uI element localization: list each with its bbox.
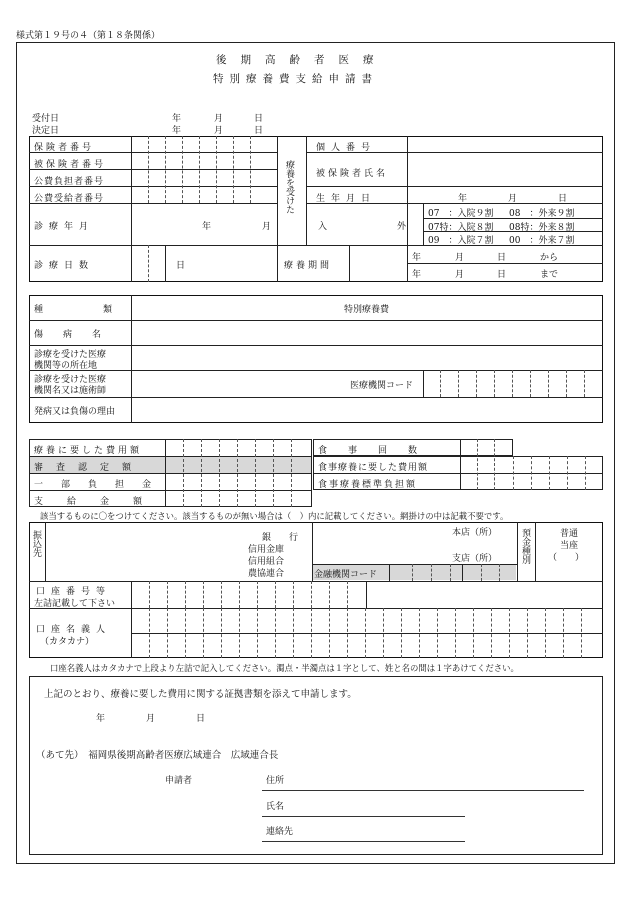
form-number: 様式第１９号の４（第１８条関係）	[16, 31, 161, 41]
furikomi-label: 振込先	[31, 530, 41, 557]
ginko-label: 銀 行	[262, 533, 299, 543]
hiyo-label: 療養に要した費用額	[34, 446, 143, 456]
shinkumi-label: 信用組合	[248, 557, 285, 567]
year-label: 年	[202, 222, 212, 232]
shokuji-hiyo-label: 食事療養に要した費用額	[318, 463, 429, 473]
shinseisha-label: 申請者	[165, 776, 193, 786]
form-title-line1: 後期高齢者医療	[216, 54, 388, 66]
shikyu-label: 支給金額	[34, 497, 167, 507]
shimei-label: 氏名	[266, 802, 285, 812]
shiten-label: 支店（所）	[452, 554, 498, 564]
year-label: 年	[172, 114, 182, 124]
uketsuke-label: 受付日	[32, 114, 60, 124]
meisho-label-2: 機関名又は施術師	[34, 386, 107, 396]
year-label: 年	[412, 270, 422, 280]
birth-label: 生年月日	[316, 194, 377, 204]
yokin-label: 預金種別	[520, 528, 530, 564]
month-label: 月	[455, 270, 465, 280]
ryoyo-uketa-label: 療養を受けた	[284, 160, 294, 214]
shimei-field[interactable]	[262, 816, 465, 817]
year-label: 年	[412, 253, 422, 263]
code-07: 07 ：入院９割	[428, 209, 494, 219]
day-label: 日	[196, 714, 206, 724]
kouhi-futan-label: 公費負担者番号	[34, 177, 105, 187]
hokensha-no-label: 保険者番号	[34, 143, 95, 153]
ryoyo-kikan-label: 療養期間	[284, 261, 333, 271]
shozaichi-label-2: 機関等の所在地	[34, 361, 98, 371]
nyugai-out-label: 外	[397, 222, 407, 232]
ichibu-label: 一部負担金	[34, 480, 170, 490]
nyugai-in-label: 入	[318, 222, 328, 232]
koza-no-sub-label: 左詰記載して下さい	[34, 599, 116, 609]
atesaki-label: （あて先） 福岡県後期高齢者医療広域連合 広域連合長	[36, 750, 279, 761]
kettei-label: 決定日	[32, 126, 60, 136]
note-katakana-instruction: 口座名義人はカタカナで上段より左詰で記入してください。濁点・半濁点は１字として、姓と名の間は１字あけてください。	[50, 663, 519, 673]
form-title-line2: 特別療養費支給申請書	[213, 73, 378, 85]
byomei-label: 傷病名	[34, 330, 122, 340]
year-label: 年	[458, 194, 468, 204]
month-label: 月	[455, 253, 465, 263]
kojin-no-label: 個人番号	[316, 143, 377, 153]
shokuji-kijun-label: 食事療養標準負担額	[318, 480, 418, 490]
day-label: 日	[497, 253, 507, 263]
jusho-label: 住所	[266, 776, 285, 786]
meisho-label-1: 診療を受けた医療	[34, 375, 107, 385]
note-circle-instruction: 該当するものに〇をつけてください。該当するものが無い場合は（ ）内に記載してください。網掛けの中は記載不要です。	[40, 511, 509, 521]
month-label: 月	[146, 714, 156, 724]
shinryo-days-label: 診療日数	[34, 261, 95, 271]
kouhi-jukyu-label: 公費受給者番号	[34, 194, 105, 204]
month-label: 月	[262, 222, 272, 232]
shinsa-label: 審査認定額	[34, 463, 145, 473]
kikan-code-label: 金融機関コード	[314, 570, 378, 580]
shurui-value: 特別療養費	[344, 305, 390, 315]
toza-label: 当座	[560, 541, 579, 551]
month-label: 月	[508, 194, 518, 204]
futsu-label: 普通	[560, 529, 579, 539]
day-label: 日	[254, 114, 264, 124]
code-08: 08 ：外来９割	[509, 209, 575, 219]
hihokensha-no-label: 被保険者番号	[34, 160, 107, 170]
shurui-label: 種類	[34, 305, 173, 315]
month-label: 月	[214, 114, 224, 124]
code-08toku: 08特：外来８割	[509, 223, 575, 233]
honten-label: 本店（所）	[452, 528, 498, 538]
koza-no-label: 口座番号等	[36, 587, 112, 597]
year-label: 年	[96, 714, 106, 724]
code-09: 09 ：入院７割	[428, 236, 494, 246]
meigi-label: 口座名義人	[36, 625, 112, 635]
declaration-text: 上記のとおり、療養に要した費用に関する証拠書類を添えて申請します。	[44, 689, 357, 700]
other-paren: （ ）	[548, 553, 585, 563]
declaration-box	[29, 676, 603, 855]
day-label: 日	[176, 261, 186, 271]
day-label: 日	[254, 126, 264, 136]
riyu-label: 発病又は負傷の理由	[34, 407, 116, 417]
shokuji-kaisu-label: 食事回数	[318, 446, 439, 456]
hihokensha-name-label: 被保険者氏名	[316, 169, 389, 179]
code-07toku: 07特：入院８割	[428, 223, 494, 233]
iryo-code-label: 医療機関コード	[350, 381, 414, 391]
jusho-field[interactable]	[262, 790, 584, 791]
renraku-field[interactable]	[262, 841, 465, 842]
shinkin-label: 信用金庫	[248, 545, 285, 555]
code-00: 00 ：外来７割	[509, 236, 575, 246]
katakana-label: （カタカナ）	[40, 637, 95, 647]
shinryo-ym-label: 診療年月	[34, 222, 95, 232]
day-label: 日	[497, 270, 507, 280]
made-label: まで	[540, 270, 559, 280]
day-label: 日	[558, 194, 568, 204]
kara-label: から	[540, 253, 559, 263]
year-label: 年	[172, 126, 182, 136]
renraku-label: 連絡先	[266, 827, 294, 837]
shozaichi-label-1: 診療を受けた医療	[34, 350, 107, 360]
nokyo-label: 農協連合	[248, 569, 285, 579]
month-label: 月	[214, 126, 224, 136]
